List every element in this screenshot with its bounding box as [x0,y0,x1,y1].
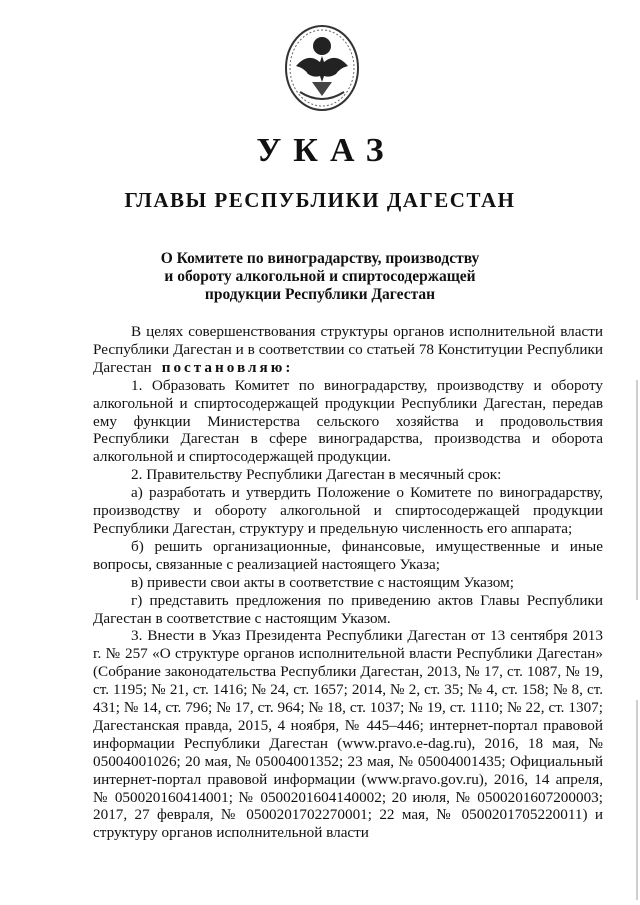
dagestan-emblem-icon [282,22,362,114]
decree-heading [120,250,520,304]
heading-line: продукции Республики Дагестан [204,286,436,303]
body-paragraph: г) представить предложения по приведению актов Главы Республики Дагестан в соответствие с настоящим Указом. [93,591,603,627]
body-paragraph: в) привести свои акты в соответствие с настоящим Указом; [131,573,514,591]
body-paragraph: 1. Образовать Комитет по виноградарству, производству и обороту алкогольной и спиртосодержащей продукции Республики Дагестан, передав ему функции Министерства сельского хозяйства и продовольствия Республики Дагестан в сфере виноградарства, производства и оборота алкогольной и спиртосодержащей продукции. [93,376,603,466]
scan-edge-mark [636,380,638,600]
body-paragraph: а) разработать и утвердить Положение о Комитете по виноградарству, производству и обороту алкогольной и спиртосодержащей продукции Республики Дагестан, структуру и предельную численность его аппарата; [93,484,603,537]
decree-word: постановляю: [161,358,294,376]
preamble-text: В целях совершенствования структуры органов исполнительной власти Республики Дагестан и в соответствии со статьей 78 Конституции Республики Дагестан [93,323,603,376]
document-title: УКАЗ [256,132,396,169]
body-paragraph: 2. Правительству Республики Дагестан в месячный срок: [131,466,502,484]
body-paragraph: б) решить организационные, финансовые, имущественные и иные вопросы, связанные с реализацией настоящего Указа; [93,537,603,573]
heading-line: и обороту алкогольной и спиртосодержащей [164,268,476,285]
heading-line: О Комитете по виноградарству, производству [160,250,480,267]
scan-edge-mark [636,700,638,900]
preamble-paragraph [93,323,603,377]
body-paragraph: 3. Внести в Указ Президента Республики Дагестан от 13 сентября 2013 г. № 257 «О структуре органов исполнительной власти Республики Дагестан» (Собрание законодательства Республики Дагестан, 2013, № 17, ст. 1087, № 19, ст. 1195; № 21, ст. 1416; № 24, ст. 1657; 2014, № 2, ст. 35; № 4, ст. 158; № 8, ст. 431; № 14, ст. 796; № 17, ст. 964; № 18, ст. 1037; № 19, ст. 1110; № 22, ст. 1307; Дагестанская правда, 2015, 4 ноября, № 445–446; интернет-портал правовой информации Республики Дагестан (www.pravo.e-dag.ru), 2016, 18 мая, № 05004001026; 20 мая, № 05004001352; 23 мая, № 05004001435; Официальный интернет-портал правовой информации (www.pravo.gov.ru), 2016, 14 апреля, № 050020160414001; № 0500201604140002; 20 июля, № 0500201607200003; 2017, 27 февраля, № 0500201702270001; 22 мая, № 0500201705220011) и структуру органов исполнительной власти [93,627,603,842]
decree-body [93,323,603,842]
document-subtitle: ГЛАВЫ РЕСПУБЛИКИ ДАГЕСТАН [124,188,516,212]
